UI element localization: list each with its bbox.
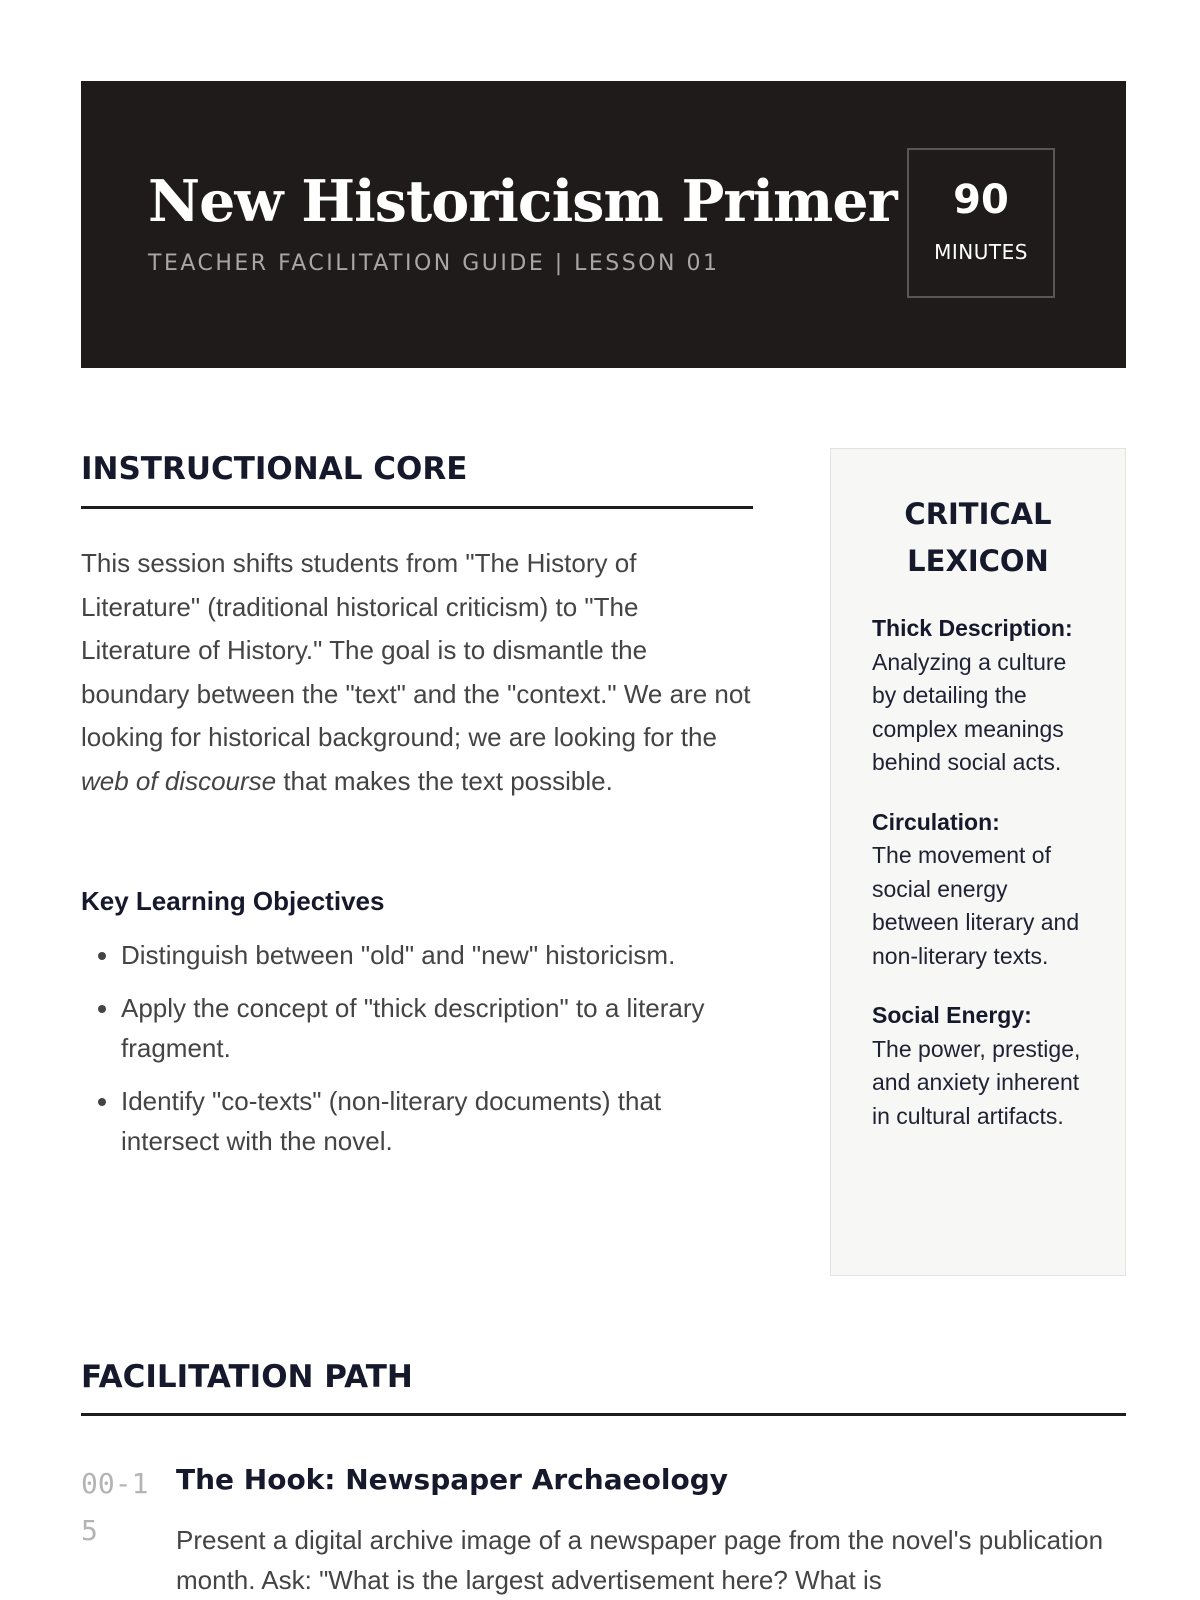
- critical-lexicon-panel: [830, 448, 1126, 1276]
- lexicon-term-list: [872, 612, 1094, 1159]
- term-name: Circulation:: [872, 808, 1000, 835]
- objectives-list: [81, 935, 753, 1174]
- objective-item: • Distinguish between "old" and "new" historicism.: [121, 935, 753, 975]
- facilitation-path-heading: FACILITATION PATH: [81, 1359, 413, 1395]
- lexicon-title: [831, 491, 1125, 585]
- duration-value: 90: [953, 177, 1009, 223]
- duration-badge: [907, 148, 1055, 298]
- lexicon-term: [872, 612, 1094, 780]
- term-definition: The movement of social energy between literary and non-literary texts.: [872, 842, 1080, 969]
- step-description: Present a digital archive image of a newspaper page from the novel's publication month. Ask: "What is the largest advertisement here? What is: [176, 1525, 1104, 1595]
- lexicon-term: [872, 806, 1094, 974]
- lexicon-term: [872, 999, 1094, 1133]
- step-title: The Hook: Newspaper Archaeology: [176, 1463, 728, 1496]
- term-name: Social Energy:: [872, 1002, 1032, 1028]
- instructional-core-heading: INSTRUCTIONAL CORE: [81, 451, 468, 487]
- page-title: New Historicism Primer: [148, 168, 897, 235]
- instructional-core-paragraph: [81, 542, 753, 803]
- paragraph-emphasis: web of discourse: [81, 765, 277, 796]
- objective-item: • Apply the concept of "thick description" to a literary fragment.: [121, 988, 753, 1068]
- header-banner: [81, 81, 1126, 368]
- term-name: Thick Description:: [872, 615, 1073, 641]
- objective-item: • Identify "co-texts" (non-literary documents) that intersect with the novel.: [121, 1081, 753, 1161]
- objectives-heading: Key Learning Objectives: [81, 886, 385, 916]
- facilitation-path-divider: [81, 1413, 1126, 1416]
- paragraph-text-start: This session shifts students from "The History of Literature" (traditional historical criticism) to "The Literature of History." The goal is to dismantle the boundary between the "text" and the "context." We are not looking for historical background; we are looking for the: [81, 548, 751, 752]
- duration-unit: MINUTES: [934, 240, 1028, 264]
- instructional-core-divider: [81, 506, 753, 509]
- term-definition: Analyzing a culture by detailing the complex meanings behind social acts.: [872, 648, 1067, 775]
- term-definition: The power, prestige, and anxiety inherent in cultural artifacts.: [872, 1035, 1081, 1129]
- step-time-range: 00-15: [81, 1467, 149, 1547]
- paragraph-text-end: that makes the text possible.: [276, 765, 613, 796]
- page-subtitle: TEACHER FACILITATION GUIDE | LESSON 01: [148, 251, 720, 276]
- lexicon-title-text: CRITICAL LEXICON: [904, 497, 1052, 578]
